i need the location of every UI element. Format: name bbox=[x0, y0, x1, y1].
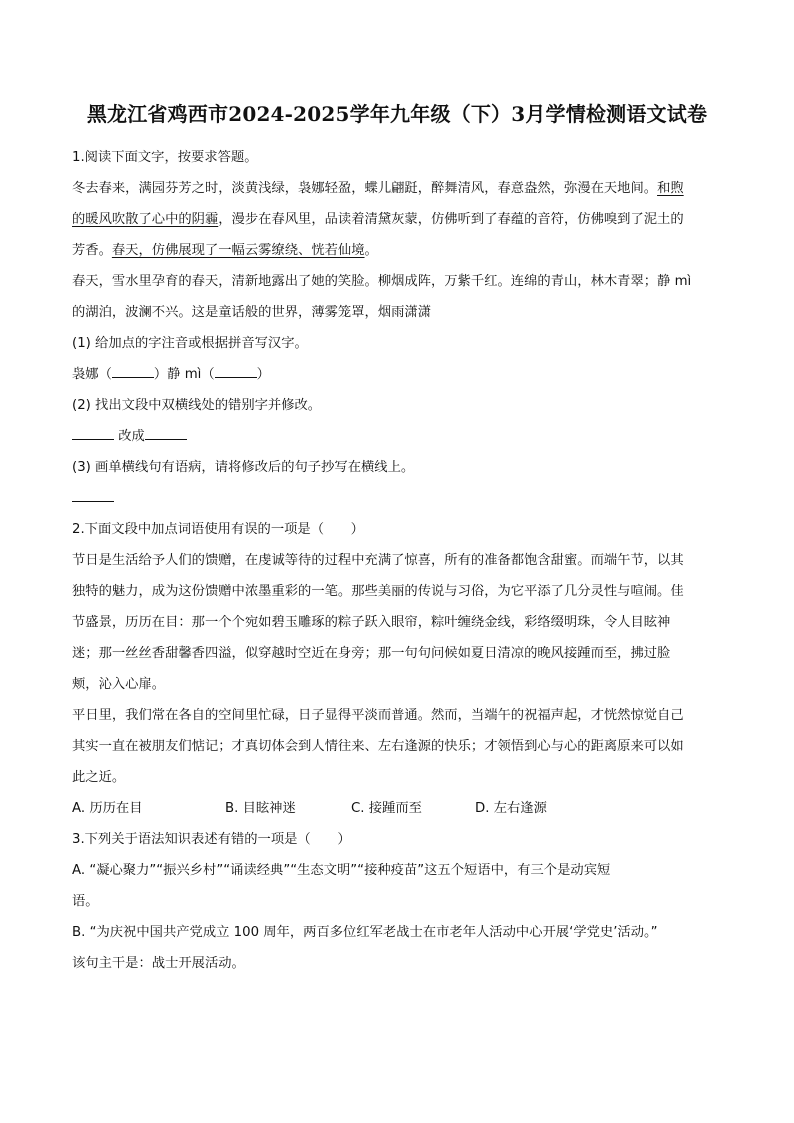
question-3-stem: 3.下列关于语法知识表述有错的一项是（ ） bbox=[72, 832, 351, 847]
q2-passage-line: 独特的魅力，成为这份馈赠中浓墨重彩的一笔。那些美丽的传说与习俗，为它平添了几分灵性与喧闹。佳 bbox=[72, 584, 684, 599]
q2-option-c[interactable]: C. 接踵而至 bbox=[351, 801, 422, 816]
answer-blank[interactable] bbox=[215, 363, 257, 378]
q2-passage-line: 节日是生活给予人们的馈赠，在虔诚等待的过程中充满了惊喜，所有的准备都饱含甜蜜。而端午节，以其 bbox=[72, 553, 684, 568]
q1-sub1-label-b: ）静 mì（ bbox=[153, 367, 215, 382]
q2-option-b[interactable]: B. 目眩神迷 bbox=[225, 801, 296, 816]
answer-blank[interactable] bbox=[72, 425, 114, 440]
q2-option-a[interactable]: A. 历历在目 bbox=[72, 801, 143, 816]
question-2-stem: 2.下面文段中加点词语使用有误的一项是（ ） bbox=[72, 522, 364, 537]
q3-option-b-line[interactable]: 该句主干是：战士开展活动。 bbox=[72, 956, 245, 971]
q1-sub1-label-c: ） bbox=[256, 367, 270, 382]
page-title: 黑龙江省鸡西市2024-2025学年九年级（下）3月学情检测语文试卷 bbox=[86, 102, 708, 126]
q1-double-underline-text: 的暖风吹散了心中的阴霾 bbox=[72, 212, 219, 227]
q1-sub2-mid: 改成 bbox=[114, 429, 145, 444]
q2-passage-line: 颊，沁入心扉。 bbox=[72, 677, 166, 692]
q1-passage-line bbox=[72, 173, 722, 204]
q1-text: 芳香。 bbox=[72, 243, 112, 258]
question-1-stem: 1.阅读下面文字，按要求答题。 bbox=[72, 150, 258, 165]
q2-passage-line: 平日里，我们常在各自的空间里忙碌，日子显得平淡而普通。然而，当端午的祝福声起，才恍然惊觉自己 bbox=[72, 708, 684, 723]
q1-passage-line bbox=[72, 204, 722, 235]
q1-sub1-label-a: 袅娜（ bbox=[72, 367, 112, 382]
q1-double-underline-text: 和煦 bbox=[657, 181, 684, 196]
q2-options bbox=[72, 793, 722, 824]
q1-sub2-prompt: (2) 找出文段中双横线处的错别字并修改。 bbox=[72, 398, 322, 413]
q1-sub3-prompt: (3) 画单横线句有语病，请将修改后的句子抄写在横线上。 bbox=[72, 460, 415, 475]
answer-blank[interactable] bbox=[145, 425, 187, 440]
q1-single-underline-sentence: 春天，仿佛展现了一幅云雾缭绕、恍若仙境 bbox=[111, 243, 365, 258]
q1-passage-line: 春天，雪水里孕育的春天，清新地露出了她的笑脸。柳烟成阵，万紫千红。连绵的青山，林木青翠；静 mì bbox=[72, 274, 692, 289]
q3-option-a-line[interactable]: A. “凝心聚力”“振兴乡村”“诵读经典”“生态文明”“接种疫苗”这五个短语中，有三个是动宾短 bbox=[72, 863, 611, 878]
q1-text: 冬去春来，满园芬芳之时，淡黄浅绿，袅娜轻盈，蝶儿翩跹，醉舞清风，春意盎然，弥漫在天地间。 bbox=[72, 181, 658, 196]
q1-sub2-answer-line bbox=[72, 421, 722, 452]
answer-blank[interactable] bbox=[112, 363, 154, 378]
q3-option-b-line[interactable]: B. “为庆祝中国共产党成立 100 周年，两百多位红军老战士在市老年人活动中心开展‘学党史’活动。” bbox=[72, 925, 658, 940]
q2-option-d[interactable]: D. 左右逢源 bbox=[475, 801, 547, 816]
q1-sub1-prompt: (1) 给加点的字注音或根据拼音写汉字。 bbox=[72, 336, 308, 351]
q2-passage-line: 迷；那一丝丝香甜馨香四溢，似穿越时空近在身旁；那一句句问候如夏日清凉的晚风接踵而至，拂过脸 bbox=[72, 646, 671, 661]
exam-body bbox=[72, 142, 722, 979]
q1-sub1-answer-line bbox=[72, 359, 722, 390]
q2-passage-line: 此之近。 bbox=[72, 770, 126, 785]
q1-sub3-answer-line bbox=[72, 483, 722, 514]
q2-passage-line: 其实一直在被朋友们惦记；才真切体会到人情往来、左右逢源的快乐；才领悟到心与心的距离原来可以如 bbox=[72, 739, 684, 754]
q3-option-a-line[interactable]: 语。 bbox=[72, 894, 99, 909]
q2-passage-line: 节盛景，历历在目：那一个个宛如碧玉雕琢的粽子跃入眼帘，粽叶缠绕金线，彩络缀明珠，令人目眩神 bbox=[72, 615, 671, 630]
q1-text: 。 bbox=[364, 243, 378, 258]
answer-blank[interactable] bbox=[72, 487, 114, 502]
q1-passage-line bbox=[72, 235, 722, 266]
q1-text: ，漫步在春风里，品读着清黛灰蒙，仿佛听到了春蕴的音符，仿佛嗅到了泥土的 bbox=[218, 212, 684, 227]
q1-passage-line: 的湖泊，波澜不兴。这是童话般的世界，薄雾笼罩，烟雨潇潇 bbox=[72, 305, 432, 320]
